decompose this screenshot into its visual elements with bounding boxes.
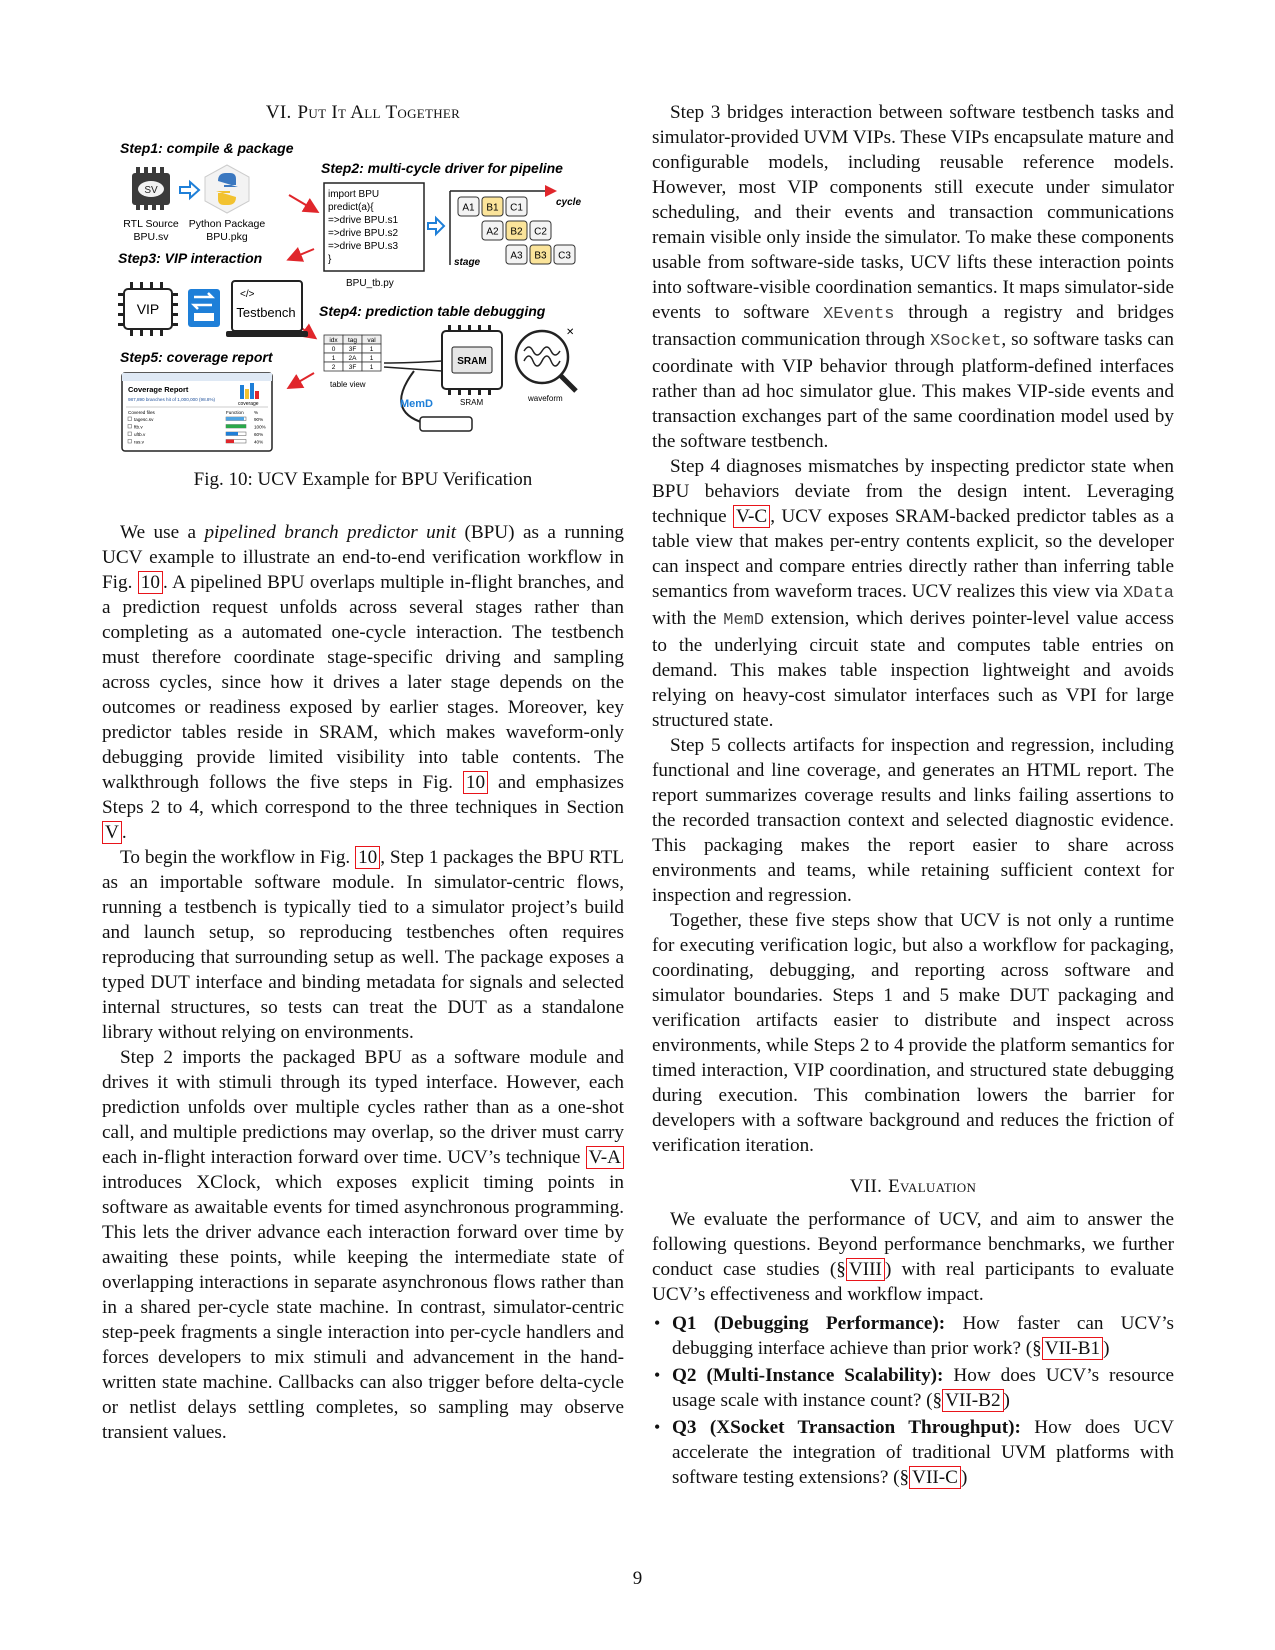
coverage-percent: 40% xyxy=(254,439,264,445)
table-cell-text: 1 xyxy=(369,364,374,371)
arrow-right-icon xyxy=(180,182,199,198)
paragraph: Together, these five steps show that UCV is not only a runtime for executing verification logic, but also a workflow for packaging, coordinating, debugging, and reporting across software and simulator boundaries. Steps 1 and 5 make DUT packaging and verification artifacts easier to distribute and inspect across environments, while Steps 2 to 4 provide the platform semantics for timed interaction, VIP coordination, and structured state debugging during execution. This combination lowers the barrier for developers with a software background and reduces the friction of verification iteration. xyxy=(652,910,1174,1156)
page-number: 9 xyxy=(632,1568,643,1589)
pipeline-cell-label: C3 xyxy=(558,250,571,262)
left-column xyxy=(102,100,624,1445)
section-heading-vi xyxy=(102,100,624,125)
table-cell-text: tag xyxy=(347,337,358,344)
list-item: • Q2 (Multi-Instance Scalability): How does UCV’s resource usage scale with instance count? (§ VII-B2 ) xyxy=(672,1363,1174,1413)
package-file-name: BPU.pkg xyxy=(206,231,248,243)
checkbox xyxy=(128,440,132,444)
list-item: • Q1 (Debugging Performance): How faster can UCV’s debugging interface achieve than prior work? (§ VII-B1 ) xyxy=(672,1311,1174,1361)
step3-label: Step3: VIP interaction xyxy=(118,250,263,266)
pipeline-cell-label: C1 xyxy=(510,202,523,214)
exchange-icon xyxy=(188,289,220,327)
list-item: • Q3 (XSocket Transaction Throughput): How does UCV accelerate the integration of traditional UVM platforms with software testing extensions? (§ VII-C ) xyxy=(672,1415,1174,1490)
sram-chip-icon xyxy=(442,325,502,395)
code-line: predict(a){ xyxy=(328,202,374,213)
coverage-header: Covered files xyxy=(128,410,155,415)
paragraph: Step 2 imports the packaged BPU as a software module and drives it with stimuli through its typed interface. However, each prediction unfolds over multiple cycles rather than as a one-shot call, and multiple predictions may overlap, so the driver must carry each in-flight interaction forward over time. UCV’s technique V-A introduces XClock, which exposes explicit timing points in software as awaitable events for timed asynchronous programming. This lets the driver advance each interaction forward over time by awaiting these points, while keeping the intermediate state of overlapping interactions in separate asynchronous flows rather than in a shared per-cycle state machine. In contrast, simulator-centric step-peek fragments a single interaction into per-cycle handlers and forces developers to mix stimuli and advancement in the hand-written state machine. Callbacks can also trigger before delta-cycle or netlist delays settling completes, so sampling may observe transient values. xyxy=(102,1047,624,1443)
testbench-monitor-icon xyxy=(226,281,308,337)
right-column xyxy=(652,100,1174,1492)
python-logo-icon xyxy=(205,165,249,213)
section-number: VI. xyxy=(265,102,292,123)
table-cell-text: 3F xyxy=(348,346,357,353)
section-ref-link[interactable]: VII-B2 xyxy=(942,1389,1003,1412)
pipeline-cell-label: A1 xyxy=(462,202,475,214)
arrow-right-icon xyxy=(428,218,444,234)
pipeline-cell-label: B2 xyxy=(510,226,523,238)
chart-bar xyxy=(245,389,249,399)
rtl-source-label: RTL Source xyxy=(123,218,179,230)
table-cell-text: 2 xyxy=(331,364,336,371)
code-icon: </> xyxy=(240,289,255,300)
figure-10 xyxy=(114,139,594,457)
coverage-file: ras.v xyxy=(134,439,144,445)
section-ref-link[interactable]: VIII xyxy=(846,1258,885,1281)
close-icon: ✕ xyxy=(566,327,575,338)
coverage-header: % xyxy=(254,410,259,415)
pipeline-cell-label: B1 xyxy=(486,202,499,214)
section-ref-link[interactable]: VII-B1 xyxy=(1042,1337,1103,1360)
paragraph: We evaluate the performance of UCV, and aim to answer the following questions. Beyond performance benchmarks, we further conduct case studies (§ VIII ) with real participants to evaluate UCV’s effectiveness and workflow impact. xyxy=(652,1209,1174,1305)
vip-label: VIP xyxy=(136,301,160,317)
table-cell-text: 0 xyxy=(331,346,336,353)
section-ref-link[interactable]: V-C xyxy=(733,505,770,528)
section-ref-link[interactable]: V xyxy=(102,821,122,844)
memd-device xyxy=(420,417,472,431)
waveform-magnifier-icon xyxy=(516,327,576,391)
figure-ref-link[interactable]: 10 xyxy=(355,846,380,869)
testbench-label: Testbench xyxy=(236,305,296,320)
checkbox xyxy=(128,425,132,429)
memd-cable xyxy=(401,371,424,423)
workflow-diagram xyxy=(114,139,594,457)
step2-label: Step2: multi-cycle driver for pipeline xyxy=(321,160,563,176)
coverage-report-subtitle: 987,890 branches hit of 1,000,000 (98.8%) xyxy=(128,397,216,402)
code-line: =>drive BPU.s1 xyxy=(328,215,399,226)
checkbox xyxy=(128,432,132,436)
coverage-legend: coverage xyxy=(238,401,259,407)
figure-caption: Fig. 10: UCV Example for BPU Verification xyxy=(193,469,533,490)
coverage-bar-fill xyxy=(226,440,234,444)
table-cell-text: 1 xyxy=(369,355,374,362)
memd-label: MemD xyxy=(400,398,434,410)
coverage-report-window xyxy=(122,373,272,451)
sram-label: SRAM xyxy=(457,356,487,367)
code-line: } xyxy=(328,254,332,265)
sv-badge: SV xyxy=(144,185,158,196)
code-line: =>drive BPU.s2 xyxy=(328,228,399,239)
coverage-bar-fill xyxy=(226,432,238,436)
chart-bar xyxy=(240,385,244,399)
coverage-bar-fill xyxy=(226,425,246,429)
section-title: Put It All Together xyxy=(297,102,461,123)
pipeline-cell-label: A2 xyxy=(486,226,499,238)
flow-arrow xyxy=(290,373,314,387)
coverage-bar-fill xyxy=(226,417,244,421)
coverage-header: Function xyxy=(226,410,244,415)
coverage-file: tagesc.sv xyxy=(134,417,154,422)
sram-caption: SRAM xyxy=(460,398,484,407)
chart-bar xyxy=(250,383,254,399)
step4-label: Step4: prediction table debugging xyxy=(319,303,546,319)
table-view-label: table view xyxy=(330,380,366,389)
table-cell-text: 2A xyxy=(348,355,357,362)
python-package-label: Python Package xyxy=(188,218,266,230)
table-cell-text: val xyxy=(367,337,376,344)
prediction-table xyxy=(324,335,381,371)
pipeline-cell-label: A3 xyxy=(510,250,523,262)
table-cell-text: 1 xyxy=(369,346,374,353)
code-line: import BPU xyxy=(328,189,380,200)
section-heading-vii xyxy=(652,1174,1174,1199)
section-ref-link[interactable]: VII-C xyxy=(909,1466,961,1489)
waveform-label: waveform xyxy=(528,394,563,403)
table-cell-text: idx xyxy=(329,337,338,344)
table-cell-text: 1 xyxy=(331,355,336,362)
figure-ref-link[interactable]: 10 xyxy=(463,771,488,794)
coverage-percent: 100% xyxy=(254,424,266,430)
coverage-report-title: Coverage Report xyxy=(128,385,189,394)
pipeline-cell-label: B3 xyxy=(534,250,547,262)
section-number: VII. xyxy=(849,1176,883,1197)
vip-chip-icon xyxy=(118,282,178,336)
question-list xyxy=(652,1311,1174,1490)
code-file-name: BPU_tb.py xyxy=(346,278,394,289)
section-ref-link[interactable]: V-A xyxy=(586,1146,624,1169)
paragraph: Step 5 collects artifacts for inspection and regression, including functional and line coverage, and generates an HTML report. The report summarizes coverage results and links failing assertions to the recorded transaction context and selected diagnostic evidence. This packaging makes the report easier to share across environments and teams, while retaining sufficient context for inspection and regression. xyxy=(652,735,1174,906)
checkbox xyxy=(128,417,132,421)
sv-chip-icon xyxy=(132,167,170,210)
table-cell-text: 3F xyxy=(348,364,357,371)
step1-label: Step1: compile & package xyxy=(120,140,294,156)
coverage-percent: 60% xyxy=(254,432,264,437)
figure-ref-link[interactable]: 10 xyxy=(138,571,163,594)
chart-bar xyxy=(255,391,259,399)
code-line: =>drive BPU.s3 xyxy=(328,241,399,252)
flow-arrow xyxy=(290,249,314,259)
paragraph: We use a pipelined branch predictor unit (BPU) as a running UCV example to illustrate an end-to-end verification workflow in Fig. 10 . A pipelined BPU overlaps multiple in-flight branches, and a prediction request unfolds across several stages rather than completing as a automated one-cycle interaction. The testbench must therefore coordinate stage-specific driving and sampling across cycles, since how it drives a later stage depends on the outcomes or readiness exposed by earlier stages. Moreover, key predictor tables reside in SRAM, which makes waveform-only debugging provide limited visibility into table contents. The walkthrough follows the five steps in Fig. 10 and emphasizes Steps 2 to 4, which correspond to the three techniques in Section V . xyxy=(102,522,625,843)
flow-arrow xyxy=(289,195,316,211)
coverage-percent: 90% xyxy=(254,417,264,422)
paragraph: Step 3 bridges interaction between software testbench tasks and simulator-provided UVM VIPs. These VIPs encapsulate mature and configurable models, including reusable reference models. However, most VIP components still execute under simulator scheduling, and their events and transaction communications remain visible only inside the simulator. To make these components usable from software-side tasks, UCV lifts these interaction points into software-visible coordination semantics. It maps simulator-side events to software XEvents through a registry and bridges transaction communication through XSocket, so software tasks can coordinate with VIP behavior through platform-defined interfaces rather than ad hoc simulator glue. This makes VIP-side events and transaction exchanges part of the same coordination model used by the software testbench. xyxy=(652,102,1174,452)
paragraph: To begin the workflow in Fig. 10 , Step 1 packages the BPU RTL as an importable software module. In simulator-centric flows, running a testbench is typically tied to a simulator project’s build and launch setup, so reproducing testbenches often requires reproducing that surrounding setup as well. The package exposes a typed DUT interface and binding metadata for signals and selected internal structures, so tests can treat the DUT as a standalone library without relying on environments. xyxy=(102,847,625,1043)
coverage-file: ftb.v xyxy=(134,424,143,430)
cycle-label: cycle xyxy=(556,197,582,208)
paragraph: Step 4 diagnoses mismatches by inspecting predictor state when BPU behaviors deviate from the design intent. Leveraging technique V-C , UCV exposes SRAM-backed predictor tables as a table view that makes per-entry contents explicit, so the developer can inspect and compare entries directly rather than inferring table semantics from waveform traces. UCV realizes this view via XData with the MemD extension, which derives pointer-level value access to the underlying circuit state and computes table entries on demand. This makes table inspection lightweight and avoids relying on heavy-cost simulator interfaces such as VPI for large structured state. xyxy=(652,456,1175,731)
probe-wire xyxy=(384,361,442,371)
pipeline-cell-label: C2 xyxy=(534,226,547,238)
stage-label: stage xyxy=(454,257,481,268)
coverage-file: uftb.v xyxy=(134,432,146,437)
section-title: Evaluation xyxy=(888,1176,977,1197)
rtl-file-name: BPU.sv xyxy=(133,231,169,243)
step5-label: Step5: coverage report xyxy=(120,349,273,365)
